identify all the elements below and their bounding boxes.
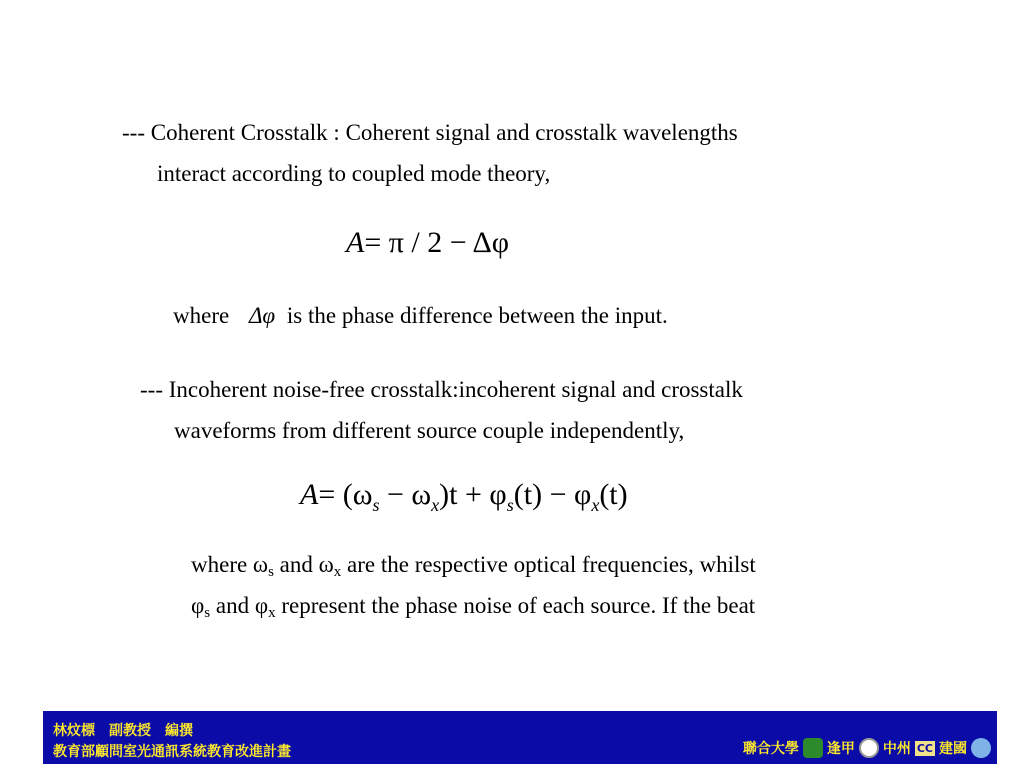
equation-2-lhs: A <box>300 478 319 511</box>
partner-2: 逢甲 <box>826 741 855 757</box>
eq2-sub2: x <box>431 495 440 515</box>
where-line-2 <box>191 553 756 580</box>
where-line-3 <box>191 594 755 621</box>
cc-logo-icon: CC <box>916 741 933 755</box>
w2l1-b: and ω <box>273 552 334 577</box>
where-line-1 <box>173 304 668 327</box>
eq2-part1: = (ω <box>318 478 373 511</box>
eq2-sub1: s <box>372 495 380 515</box>
paragraph-2-line-2: waveforms from different source couple independently, <box>174 418 685 443</box>
equation-2 <box>300 480 628 514</box>
eq2-sub3: s <box>506 495 514 515</box>
eq2-part4: (t) − φ <box>513 478 592 511</box>
eq2-part5: (t) <box>599 478 628 511</box>
where-prefix: where <box>173 303 230 328</box>
w2l1-c: are the respective optical frequencies, whilst <box>341 552 756 577</box>
w2l1-a: where ω <box>191 552 269 577</box>
paragraph-1-line-2: interact according to coupled mode theory, <box>157 161 551 186</box>
paragraph-1-line-1: --- Coherent Crosstalk : Coherent signal and crosstalk wavelengths <box>122 120 738 145</box>
footer-author: 林炆標 副教授 編撰 <box>53 723 193 739</box>
partner-5: 建國 <box>939 741 967 757</box>
footer-bar <box>43 711 997 764</box>
equation-1 <box>346 228 509 258</box>
w2l2-b: and φ <box>210 593 269 618</box>
w2l2-sub-a: s <box>204 605 211 621</box>
w2l2-a: φ <box>191 593 205 618</box>
w2l2-c: represent the phase noise of each source. If the beat <box>275 593 756 618</box>
delta-phi-symbol: Δφ <box>248 303 276 328</box>
paragraph-2-line-1: --- Incoherent noise-free crosstalk:incoherent signal and crosstalk <box>140 377 743 402</box>
footer-partners <box>743 738 991 758</box>
seal-logo-icon <box>859 738 879 758</box>
footer-program: 教育部顧問室光通訊系統教育改進計畫 <box>53 744 291 760</box>
globe-logo-icon <box>971 738 991 758</box>
eq2-part2: − ω <box>379 478 432 511</box>
equation-1-rhs: = π / 2 − Δφ <box>364 226 510 259</box>
equation-1-lhs: A <box>346 226 365 259</box>
where-text: is the phase difference between the input. <box>286 303 668 328</box>
eq2-sub4: x <box>591 495 600 515</box>
tree-logo-icon <box>803 738 823 758</box>
partner-3: 中州 <box>882 741 911 757</box>
w2l1-sub-b: x <box>333 564 342 580</box>
w2l2-sub-b: x <box>268 605 276 621</box>
partner-1: 聯合大學 <box>742 741 799 757</box>
eq2-part3: )t + φ <box>439 478 507 511</box>
w2l1-sub-a: s <box>268 564 274 580</box>
